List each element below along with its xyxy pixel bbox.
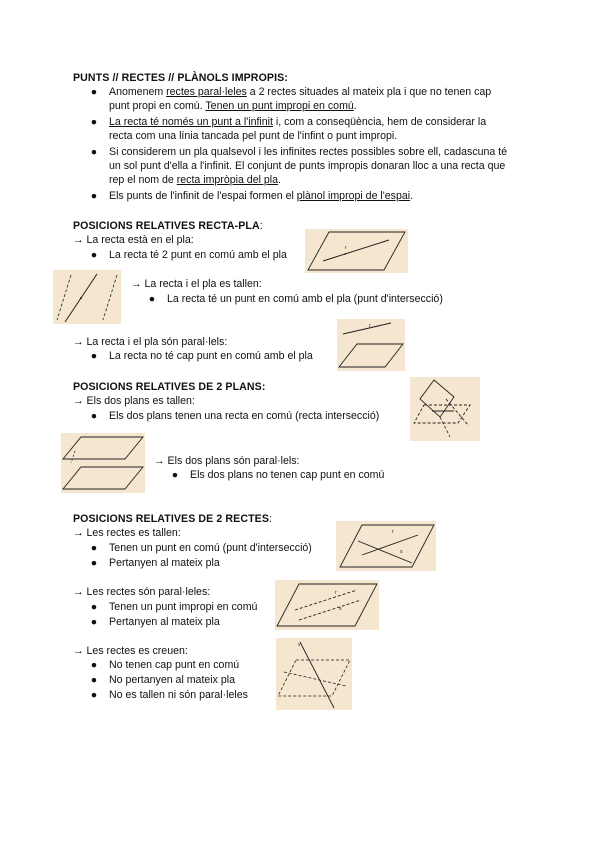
figure-lines-intersect bbox=[336, 521, 436, 571]
bullet: ● bbox=[90, 674, 98, 686]
list-item: Si considerem un pla qualsevol i les infinites rectes possibles sobre ell, cadascuna té bbox=[109, 146, 508, 158]
case-line-parallel-plane: → La recta i el pla són paral·lels: bbox=[73, 336, 228, 348]
text: a 2 rectes situades al mateix pla i que no tenen cap bbox=[246, 86, 492, 98]
figure-lines-skew bbox=[276, 638, 352, 710]
svg-text:s: s bbox=[339, 606, 342, 612]
section-heading-line-plane bbox=[73, 220, 263, 232]
bullet: ● bbox=[90, 249, 98, 261]
text: Anomenem bbox=[109, 86, 167, 98]
text: . bbox=[410, 190, 414, 202]
underlined-term: plànol impropi de l'espai bbox=[296, 190, 411, 202]
section-heading-two-lines bbox=[73, 513, 272, 525]
text: . bbox=[353, 100, 357, 112]
figure-planes-parallel bbox=[61, 433, 145, 493]
list-item-cont: un sol punt d'ella a l'infinit. El conjunt de punts impropis donaran lloc a una recta que bbox=[109, 160, 506, 172]
figure-line-in-plane bbox=[305, 229, 408, 273]
list-item: No pertanyen al mateix pla bbox=[109, 674, 236, 686]
bullet: ● bbox=[90, 350, 98, 362]
underlined-term: recta impròpia del pla bbox=[176, 174, 279, 186]
text: rep el nom de bbox=[109, 174, 177, 186]
bullet: ● bbox=[90, 190, 98, 202]
heading-text: POSICIONS RELATIVES DE 2 RECTES bbox=[73, 513, 269, 525]
list-item: No tenen cap punt en comú bbox=[109, 659, 240, 671]
bullet: ● bbox=[90, 601, 98, 613]
case-lines-intersect: → Les rectes es tallen: bbox=[73, 527, 181, 539]
svg-text:s: s bbox=[400, 549, 403, 555]
figure-line-cuts-plane bbox=[53, 270, 121, 324]
list-item: Tenen un punt en comú (punt d'intersecció) bbox=[109, 542, 312, 554]
list-item-cont bbox=[109, 174, 281, 186]
list-item: Els dos plans no tenen cap punt en comú bbox=[190, 469, 385, 481]
bullet: ● bbox=[90, 689, 98, 701]
bullet: ● bbox=[90, 146, 98, 158]
svg-text:v: v bbox=[298, 642, 301, 648]
list-item: Pertanyen al mateix pla bbox=[109, 557, 220, 569]
figure-line-parallel-plane bbox=[337, 319, 405, 371]
svg-text:r: r bbox=[345, 245, 347, 251]
section-heading-improper: PUNTS // RECTES // PLÀNOLS IMPROPIS: bbox=[73, 72, 288, 84]
figure-planes-intersect bbox=[410, 377, 480, 441]
list-item: Els dos plans tenen una recta en comú (recta intersecció) bbox=[109, 410, 380, 422]
bullet: ● bbox=[90, 116, 98, 128]
section-heading-two-planes: POSICIONS RELATIVES DE 2 PLANS: bbox=[73, 381, 266, 393]
list-item bbox=[109, 190, 413, 202]
underlined-term: rectes paral·leles bbox=[166, 86, 247, 98]
case-lines-parallel: → Les rectes són paral·leles: bbox=[73, 586, 211, 598]
heading-colon: : bbox=[259, 220, 263, 232]
underlined-term: La recta té només un punt a l'infinit bbox=[109, 116, 273, 128]
svg-text:r: r bbox=[335, 590, 337, 596]
svg-text:r: r bbox=[392, 529, 394, 535]
list-item: La recta té 2 punt en comú amb el pla bbox=[109, 249, 287, 261]
bullet: ● bbox=[90, 616, 98, 628]
list-item: No es tallen ni són paral·leles bbox=[109, 689, 248, 701]
list-item bbox=[109, 116, 486, 128]
heading-colon: : bbox=[268, 513, 272, 525]
list-item-cont bbox=[109, 100, 357, 112]
list-item: Tenen un punt impropi en comú bbox=[109, 601, 258, 613]
case-line-cuts-plane: → La recta i el pla es tallen: bbox=[131, 278, 262, 290]
text: . bbox=[278, 174, 281, 186]
case-planes-intersect: → Els dos plans es tallen: bbox=[73, 395, 195, 407]
bullet: ● bbox=[148, 293, 156, 305]
bullet: ● bbox=[90, 542, 98, 554]
text: Els punts de l'infinit de l'espai formen el bbox=[109, 190, 297, 202]
heading-text: POSICIONS RELATIVES RECTA-PLA bbox=[73, 220, 260, 232]
underlined-term: Tenen un punt impropi en comú bbox=[205, 100, 354, 112]
list-item: La recta té un punt en comú amb el pla (punt d'intersecció) bbox=[167, 293, 443, 305]
bullet: ● bbox=[90, 659, 98, 671]
bullet: ● bbox=[171, 469, 179, 481]
bullet: ● bbox=[90, 410, 98, 422]
list-item: La recta no té cap punt en comú amb el pla bbox=[109, 350, 313, 362]
case-lines-skew: → Les rectes es creuen: bbox=[73, 645, 188, 657]
case-planes-parallel: → Els dos plans són paral·lels: bbox=[154, 455, 300, 467]
text: punt propi en comú. bbox=[109, 100, 206, 112]
case-line-in-plane: → La recta està en el pla: bbox=[73, 234, 194, 246]
bullet: ● bbox=[90, 86, 98, 98]
svg-text:r: r bbox=[369, 323, 371, 329]
figure-lines-parallel bbox=[275, 580, 379, 630]
text: i, com a conseqüència, hem de considerar la bbox=[272, 116, 487, 128]
list-item-cont: recta com una línia tancada pel punt de l'infint o punt impropi. bbox=[109, 130, 398, 142]
list-item: Pertanyen al mateix pla bbox=[109, 616, 220, 628]
list-item bbox=[109, 86, 491, 98]
bullet: ● bbox=[90, 557, 98, 569]
